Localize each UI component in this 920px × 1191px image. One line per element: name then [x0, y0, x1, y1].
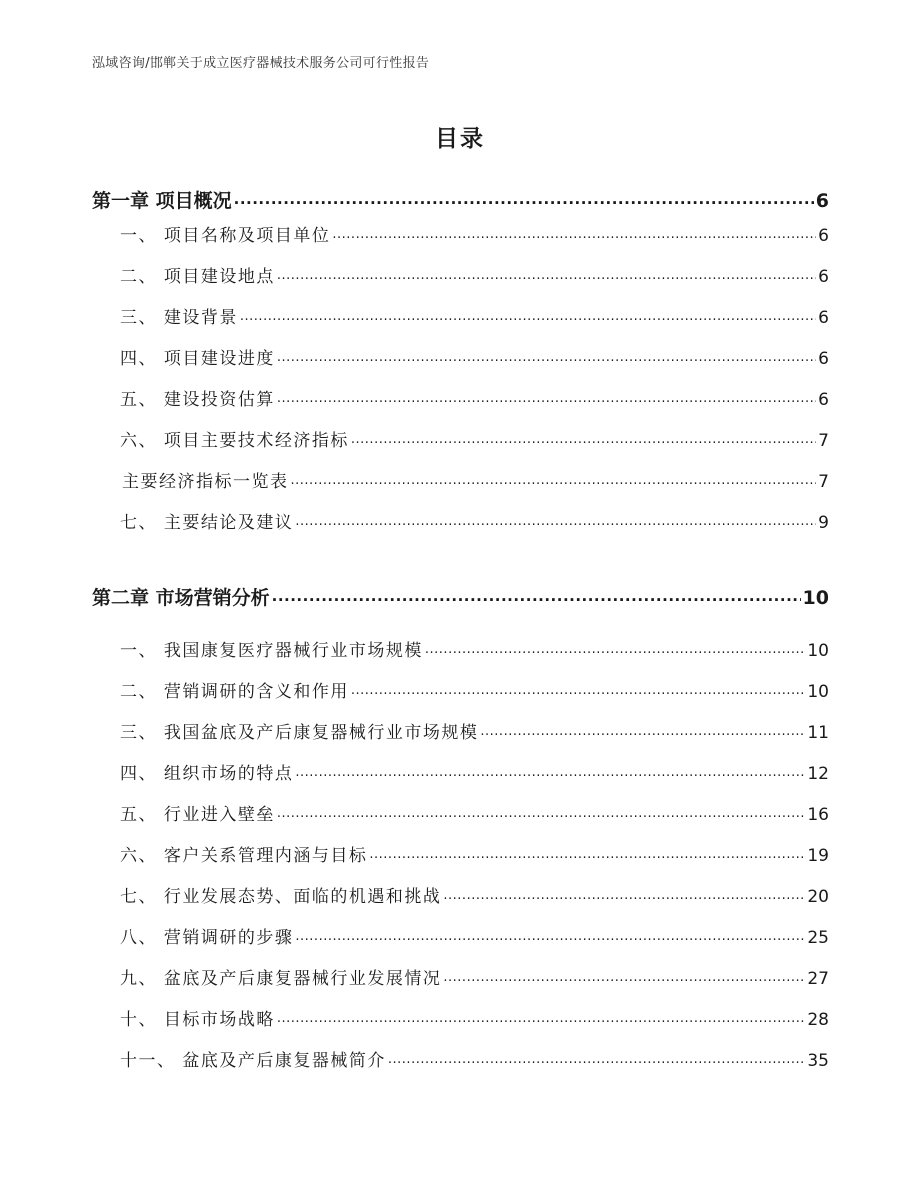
- toc-page-number: 20: [807, 887, 829, 907]
- toc-page-number: 10: [807, 641, 829, 661]
- toc-page-number: 10: [802, 587, 829, 609]
- toc-page-number: 6: [818, 226, 829, 246]
- toc-entry[interactable]: [120, 923, 829, 948]
- toc-leader: [332, 224, 816, 241]
- toc-entry[interactable]: [120, 303, 829, 328]
- toc-entry-text: 四、 组织市场的特点: [120, 764, 294, 784]
- toc-leader: [295, 511, 816, 528]
- toc-entry-text: 一、 项目名称及项目单位: [120, 226, 331, 246]
- toc-leader: [480, 721, 805, 738]
- toc-leader: [369, 844, 805, 861]
- toc-leader: [351, 429, 816, 446]
- toc-leader: [295, 762, 805, 779]
- toc-entry-text: 二、 项目建设地点: [120, 267, 275, 287]
- toc-page-number: 6: [818, 390, 829, 410]
- toc-leader: [291, 470, 817, 487]
- toc-entry-text: 十一、 盆底及产后康复器械简介: [120, 1051, 386, 1071]
- toc-entry[interactable]: [120, 262, 829, 287]
- toc-page-number: 19: [807, 846, 829, 866]
- toc-entry[interactable]: [120, 1005, 829, 1030]
- toc-entry-text: 二、 营销调研的含义和作用: [120, 682, 349, 702]
- toc-entry-text: 六、 客户关系管理内涵与目标: [120, 846, 368, 866]
- toc-leader: [425, 639, 805, 656]
- toc-entry-text: 第一章 项目概况: [92, 190, 232, 212]
- toc-entry-text: 十、 目标市场战略: [120, 1010, 275, 1030]
- toc-leader: [272, 585, 801, 604]
- toc-entry-text: 四、 项目建设进度: [120, 349, 275, 369]
- toc-page-number: 6: [818, 308, 829, 328]
- toc-page-number: 11: [807, 723, 829, 743]
- toc-entry[interactable]: [120, 385, 829, 410]
- toc-entry-text: 三、 建设背景: [120, 308, 238, 328]
- toc-leader: [277, 347, 816, 364]
- toc-entry[interactable]: [120, 718, 829, 743]
- toc-entry[interactable]: [120, 344, 829, 369]
- toc-entry-text: 主要经济指标一览表: [122, 472, 289, 492]
- toc-page-number: 35: [807, 1051, 829, 1071]
- toc-entry[interactable]: [120, 759, 829, 784]
- toc-entry[interactable]: [120, 882, 829, 907]
- toc-leader: [277, 1008, 805, 1025]
- toc-page-number: 16: [807, 805, 829, 825]
- toc-entry-text: 八、 营销调研的步骤: [120, 928, 294, 948]
- toc-leader: [277, 803, 805, 820]
- toc-entry-text: 九、 盆底及产后康复器械行业发展情况: [120, 969, 442, 989]
- toc-chapter-1[interactable]: [92, 186, 829, 213]
- toc-entry[interactable]: [120, 964, 829, 989]
- toc-leader: [277, 388, 816, 405]
- toc-entry-text: 七、 行业发展态势、面临的机遇和挑战: [120, 887, 442, 907]
- toc-page-number: 28: [807, 1010, 829, 1030]
- toc-page-number: 9: [818, 513, 829, 533]
- toc-page-number: 27: [807, 969, 829, 989]
- toc-entry[interactable]: [120, 508, 829, 533]
- toc-page-number: 6: [818, 349, 829, 369]
- toc-leader: [277, 265, 816, 282]
- toc-leader: [351, 680, 805, 697]
- toc-entry[interactable]: [120, 800, 829, 825]
- toc-page-number: 12: [807, 764, 829, 784]
- toc-page-number: 7: [818, 472, 829, 492]
- toc-page-number: 10: [807, 682, 829, 702]
- toc-leader: [443, 885, 805, 902]
- toc-page-number: 6: [815, 190, 829, 212]
- toc-entry-text: 第二章 市场营销分析: [92, 587, 270, 609]
- running-header: 泓域咨询/邯郸关于成立医疗器械技术服务公司可行性报告: [92, 56, 430, 71]
- toc-leader: [388, 1049, 805, 1066]
- toc-entry-text: 七、 主要结论及建议: [120, 513, 294, 533]
- toc-title: 目录: [435, 126, 485, 152]
- toc-leader: [295, 926, 805, 943]
- toc-entry[interactable]: [120, 426, 829, 451]
- toc-entry[interactable]: [120, 636, 829, 661]
- toc-leader: [240, 306, 816, 323]
- toc-entry[interactable]: [120, 841, 829, 866]
- toc-page-number: 25: [807, 928, 829, 948]
- toc-entry-text: 六、 项目主要技术经济指标: [120, 431, 349, 451]
- toc-page-number: 7: [818, 431, 829, 451]
- toc-entry[interactable]: [120, 1046, 829, 1071]
- toc-entry[interactable]: [122, 467, 829, 492]
- toc-leader: [443, 967, 805, 984]
- toc-page-number: 6: [818, 267, 829, 287]
- toc-chapter-2[interactable]: [92, 583, 829, 610]
- toc-entry[interactable]: [120, 677, 829, 702]
- toc-entry[interactable]: [120, 221, 829, 246]
- toc-entry-text: 一、 我国康复医疗器械行业市场规模: [120, 641, 423, 661]
- toc-leader: [234, 188, 814, 207]
- toc-entry-text: 三、 我国盆底及产后康复器械行业市场规模: [120, 723, 479, 743]
- toc-entry-text: 五、 行业进入壁垒: [120, 805, 275, 825]
- toc-entry-text: 五、 建设投资估算: [120, 390, 275, 410]
